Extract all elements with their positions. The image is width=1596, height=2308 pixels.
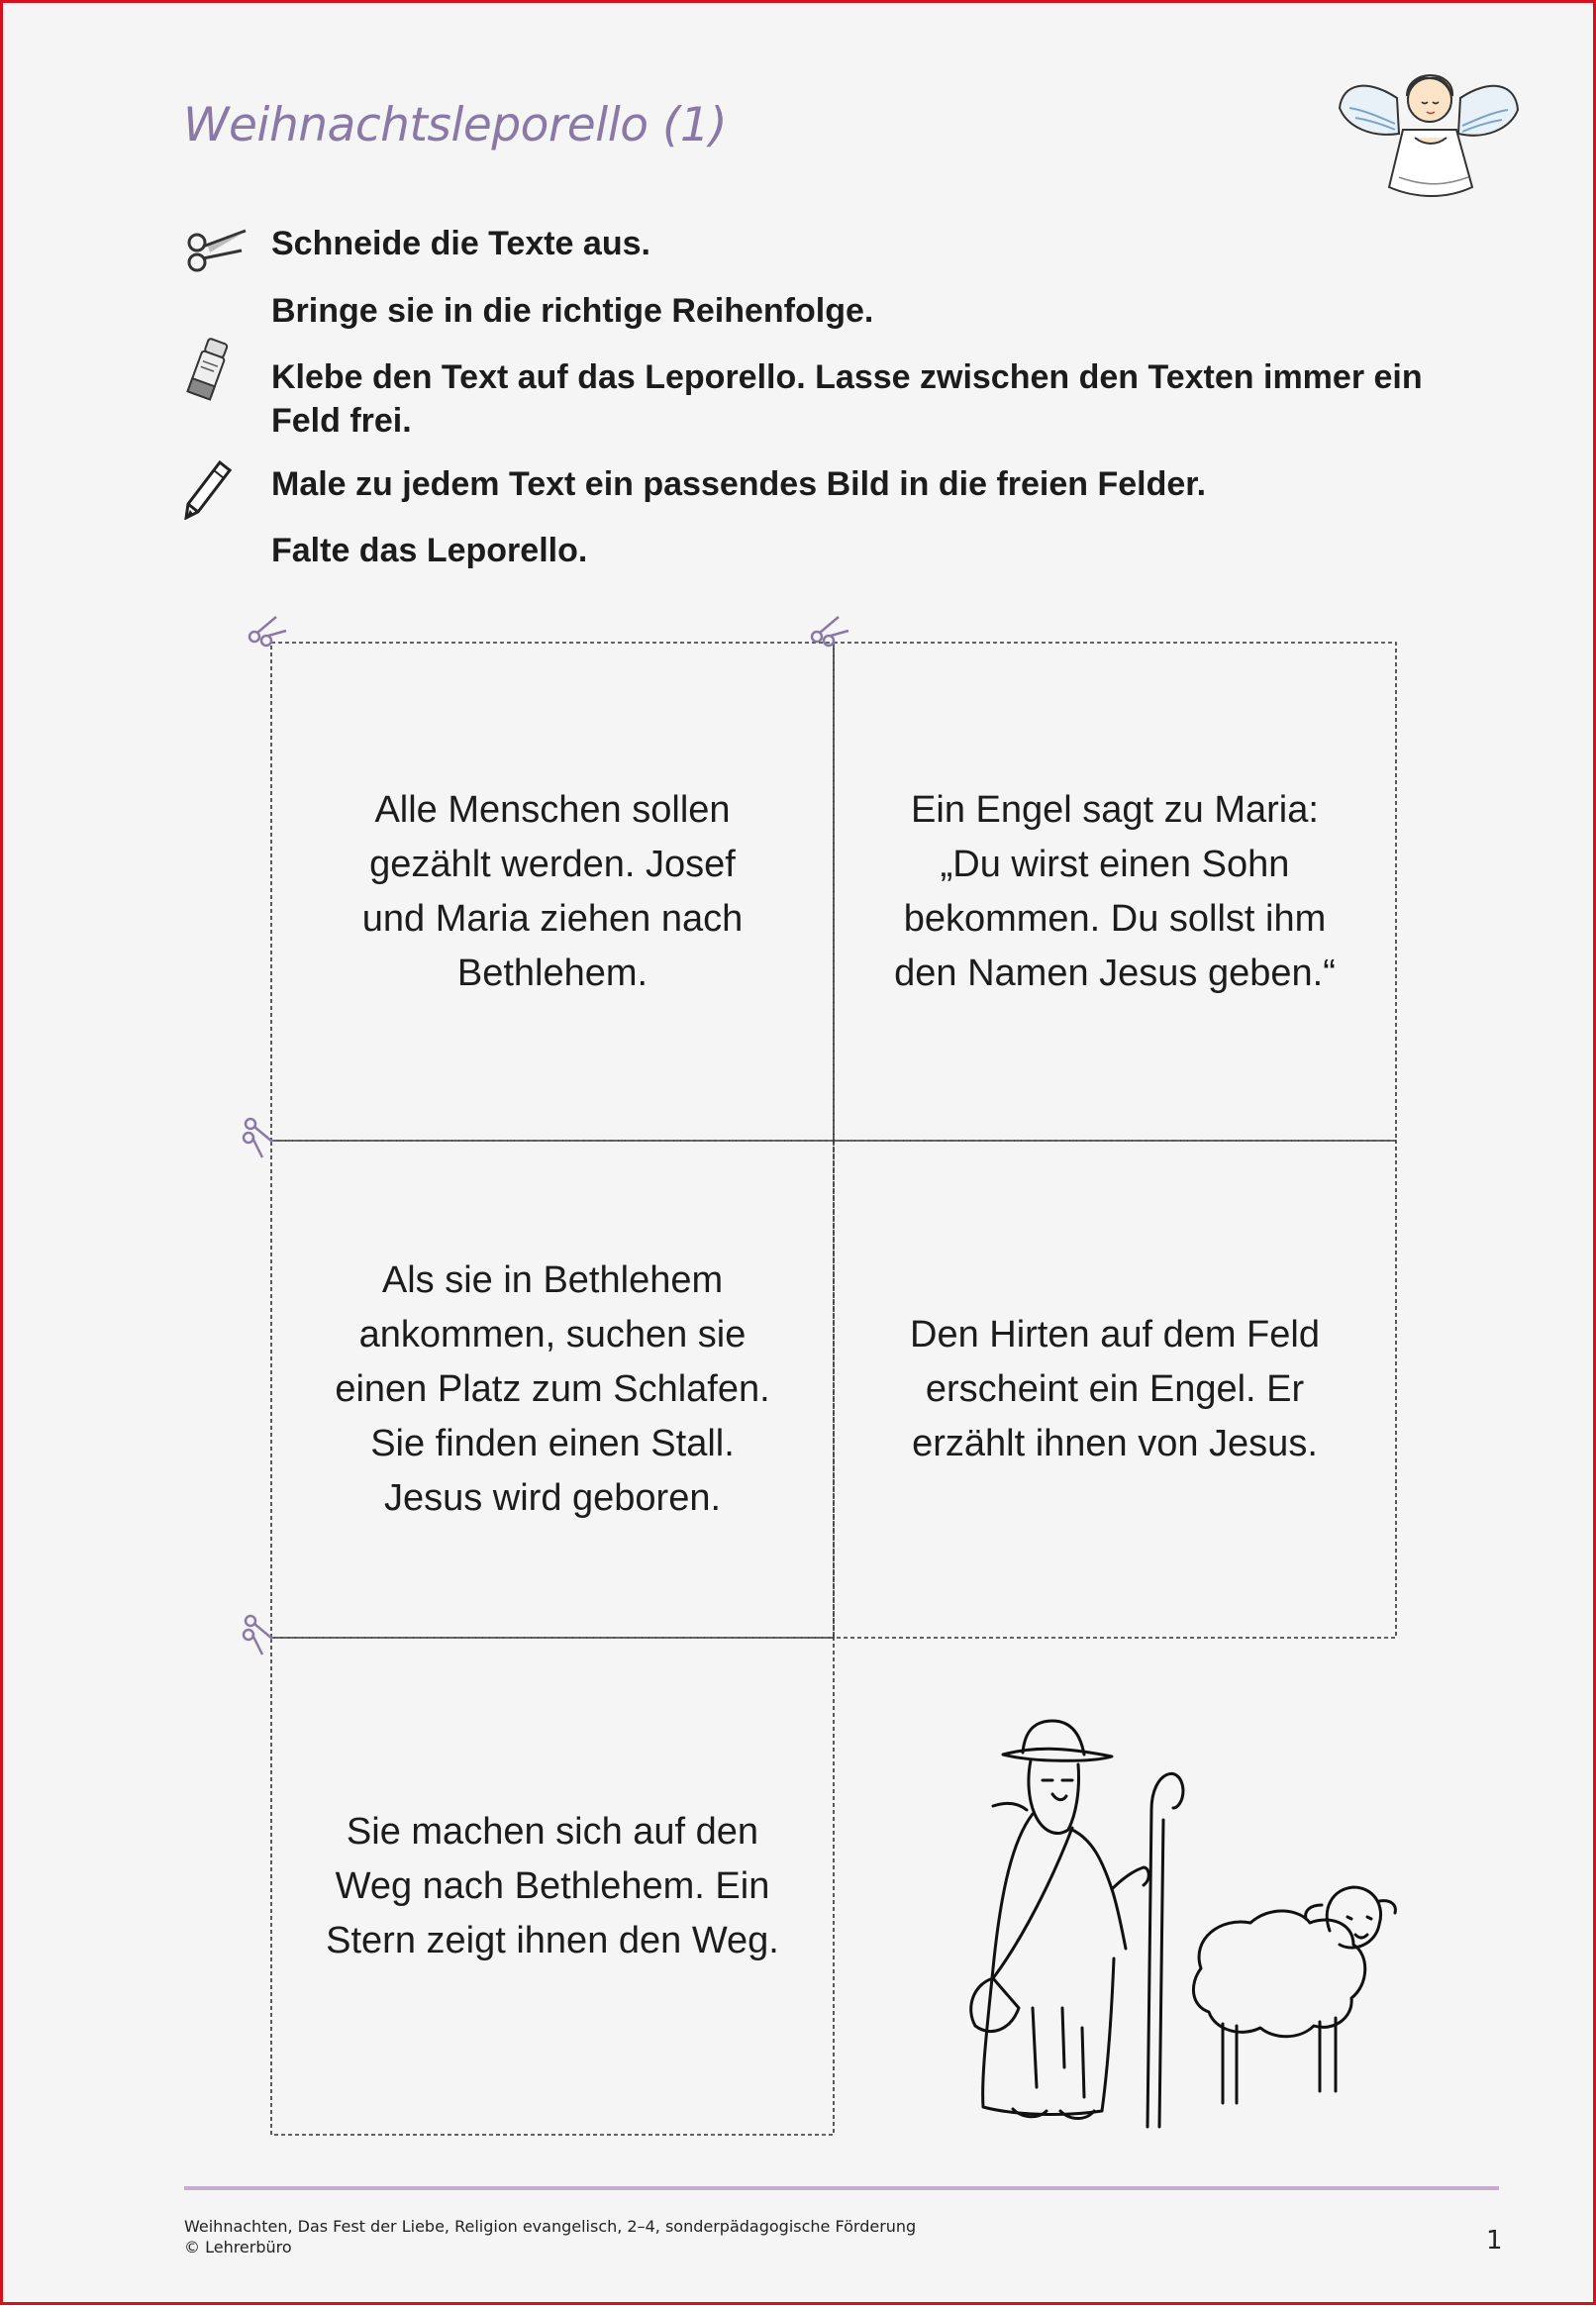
card-text-shepherds: Den Hirten auf dem Feld erscheint ein Engel. Er erzählt ihnen von Jesus. [910,1313,1320,1464]
page-number: 1 [1486,2226,1503,2256]
instruction-glue: Klebe den Text auf das Leporello. Lasse zwischen den Texten immer ein Feld frei. [271,358,1423,440]
instruction-order: Bringe sie in die richtige Reihenfolge. [271,292,874,330]
page-title: Weihnachtsleporello (1) [183,98,728,152]
footer-rule [184,2186,1499,2190]
card-text-journey: Sie machen sich auf den Weg nach Bethlehem. Ein Stern zeigt ihnen den Weg. [326,1810,779,1961]
footer [184,2216,916,2258]
instruction-cut: Schneide die Texte aus. [271,225,650,262]
instruction-draw: Male zu jedem Text ein passendes Bild in die freien Felder. [271,465,1207,503]
footer-source: Weihnachten, Das Fest der Liebe, Religion evangelisch, 2–4, sonderpädagogische Förderung [184,2217,917,2236]
card-text-birth: Als sie in Bethlehem ankommen, suchen sie einen Platz zum Schlafen. Sie finden einen Stall. Jesus wird geboren. [335,1258,770,1519]
card-text-census: Alle Menschen sollen gezählt werden. Josef und Maria ziehen nach Bethlehem. [361,788,744,994]
shepherd-sheep-illustration [953,1711,1409,2137]
card-text-annunciation: Ein Engel sagt zu Maria: „Du wirst einen Sohn bekommen. Du sollst ihm den Namen Jesus geben.“ [894,788,1336,994]
instruction-fold: Falte das Leporello. [271,532,588,569]
footer-copyright: © Lehrerbüro [184,2238,292,2257]
